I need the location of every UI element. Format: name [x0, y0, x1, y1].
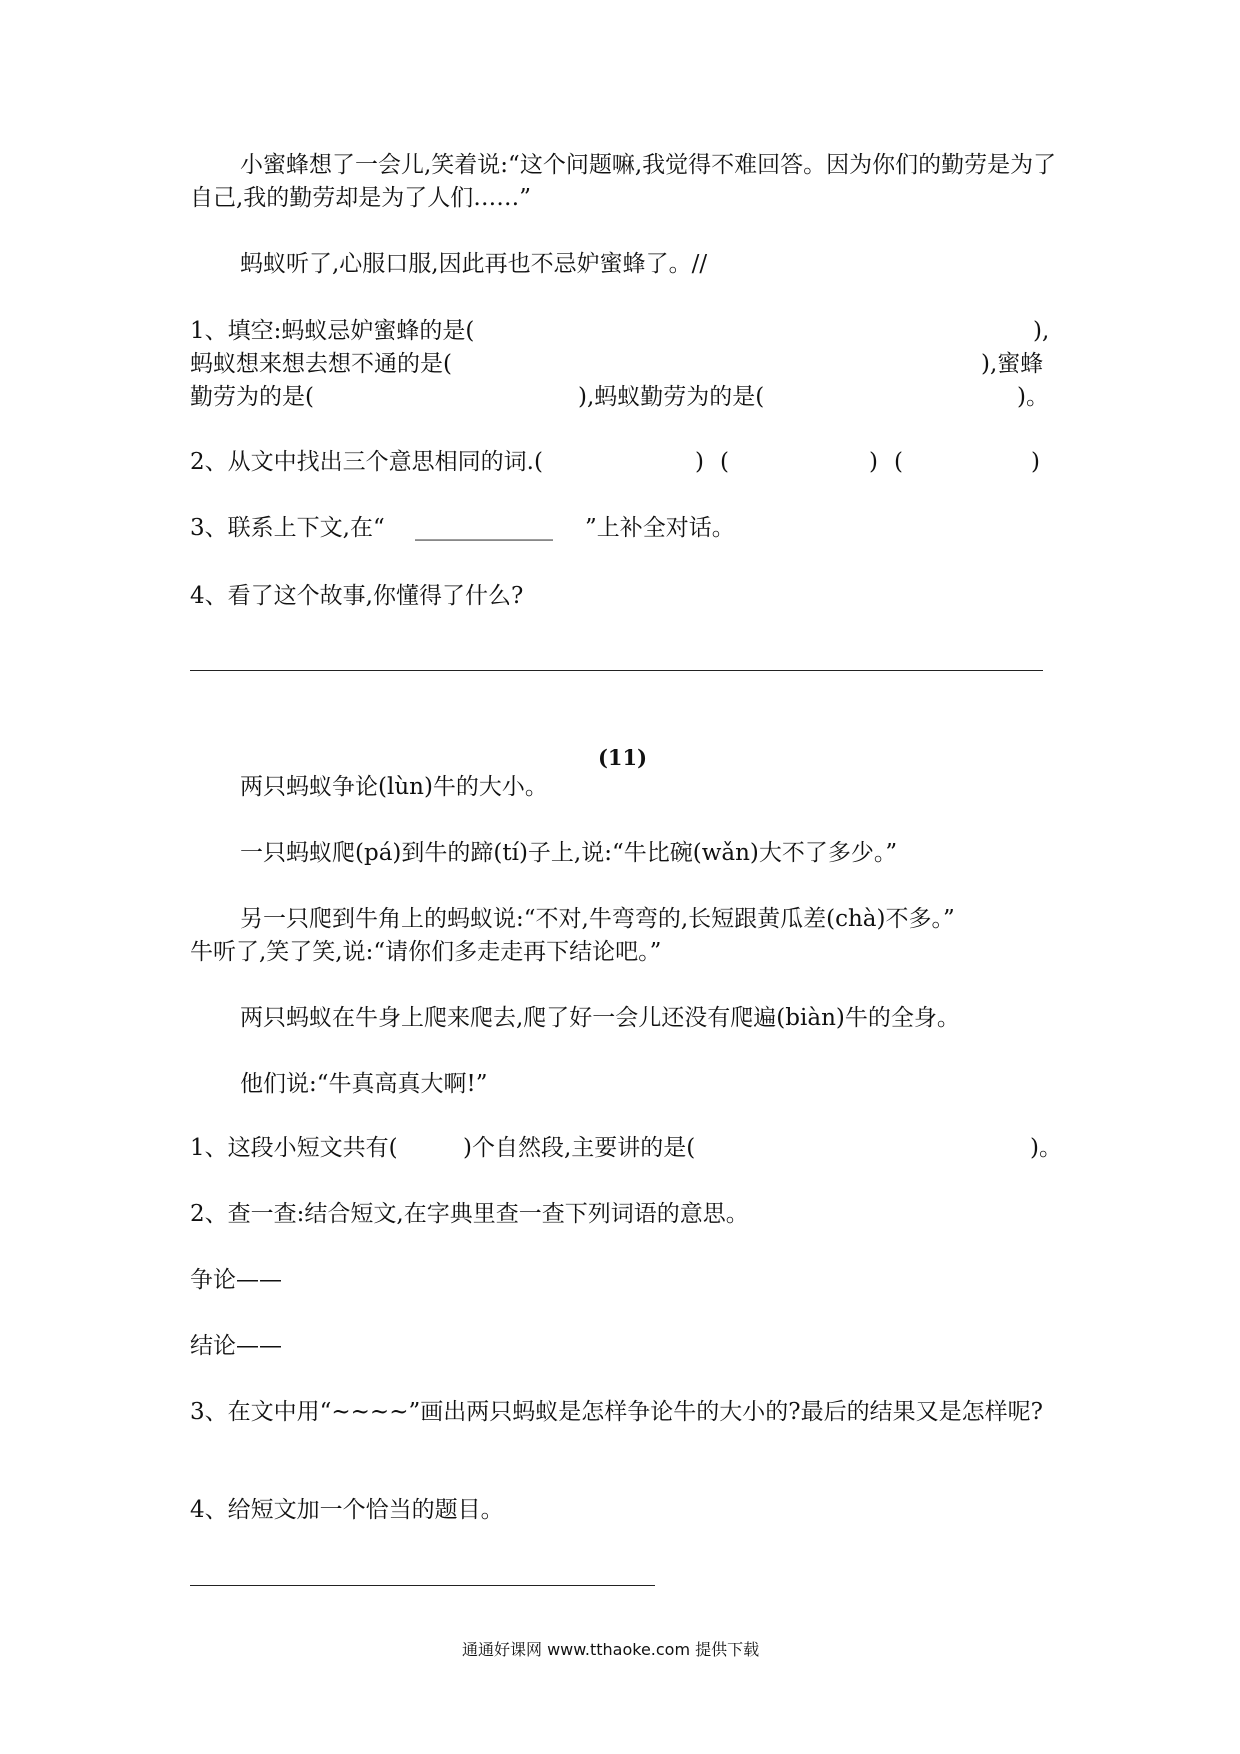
passage11-title: (11)	[598, 745, 648, 770]
q11-1-start: 1、这段小短文共有(	[190, 1135, 398, 1161]
passage11-paragraph-3-cont: 牛听了,笑了笑,说:“请你们多走走再下结论吧。”	[190, 939, 662, 965]
q10-1-line1-start: 1、填空:蚂蚁忌妒蜜蜂的是(	[190, 318, 475, 344]
passage11-paragraph-1: 两只蚂蚁争论(lùn)牛的大小。	[240, 774, 548, 800]
passage10-paragraph-2: 蚂蚁听了,心服口服,因此再也不忌妒蜜蜂了。//	[240, 251, 708, 277]
q11-3-text: 3、在文中用“~~~~”画出两只蚂蚁是怎样争论牛的大小的?最后的结果又是怎样呢?	[190, 1399, 1043, 1425]
q10-2-paren-3: )	[869, 449, 878, 475]
q10-1-line2-end: ),蜜蜂	[981, 351, 1044, 377]
q10-3-start: 3、联系上下文,在“	[190, 515, 385, 541]
q10-3-end: ”上补全对话。	[585, 515, 735, 541]
q10-3-blank: ____________	[415, 515, 553, 541]
q10-2-text: 2、从文中找出三个意思相同的词.(	[190, 449, 543, 475]
footer-text: 通通好课网 www.tthaoke.com 提供下载	[462, 1640, 760, 1659]
q11-2-word-1: 争论——	[190, 1267, 282, 1293]
passage11-paragraph-4: 两只蚂蚁在牛身上爬来爬去,爬了好一会儿还没有爬遍(biàn)牛的全身。	[240, 1005, 960, 1031]
q11-1-end: )。	[1030, 1135, 1062, 1161]
q10-4-text: 4、看了这个故事,你懂得了什么?	[190, 583, 524, 609]
q11-4-text: 4、给短文加一个恰当的题目。	[190, 1497, 504, 1523]
q10-2-paren-1: )	[695, 449, 704, 475]
passage10-paragraph-1: 小蜜蜂想了一会儿,笑着说:“这个问题嘛,我觉得不难回答。因为你们的勤劳是为了自己,我的勤劳却是为了人们……”	[190, 152, 1057, 211]
title-answer-line	[190, 1585, 655, 1586]
q10-1-line1-end: ),	[1033, 318, 1050, 344]
q11-2-word-2: 结论——	[190, 1333, 282, 1359]
q10-2-paren-2: (	[720, 449, 729, 475]
q10-2-paren-4: (	[894, 449, 903, 475]
q10-1-line3-mid: ),蚂蚁勤劳为的是(	[578, 384, 765, 410]
q10-1-line3-end: )。	[1017, 384, 1049, 410]
q10-1-line3-start: 勤劳为的是(	[190, 384, 314, 410]
q10-1-line2-start: 蚂蚁想来想去想不通的是(	[190, 351, 452, 377]
passage11-paragraph-3: 另一只爬到牛角上的蚂蚁说:“不对,牛弯弯的,长短跟黄瓜差(chà)不多。”	[240, 906, 955, 932]
passage11-paragraph-2: 一只蚂蚁爬(pá)到牛的蹄(tí)子上,说:“牛比碗(wǎn)大不了多少。”	[240, 840, 898, 866]
answer-line	[190, 670, 1043, 671]
q10-2-paren-5: )	[1031, 449, 1040, 475]
passage11-paragraph-5: 他们说:“牛真高真大啊!”	[240, 1071, 488, 1097]
q11-2-text: 2、查一查:结合短文,在字典里查一查下列词语的意思。	[190, 1201, 749, 1227]
q11-1-mid: )个自然段,主要讲的是(	[463, 1135, 696, 1161]
